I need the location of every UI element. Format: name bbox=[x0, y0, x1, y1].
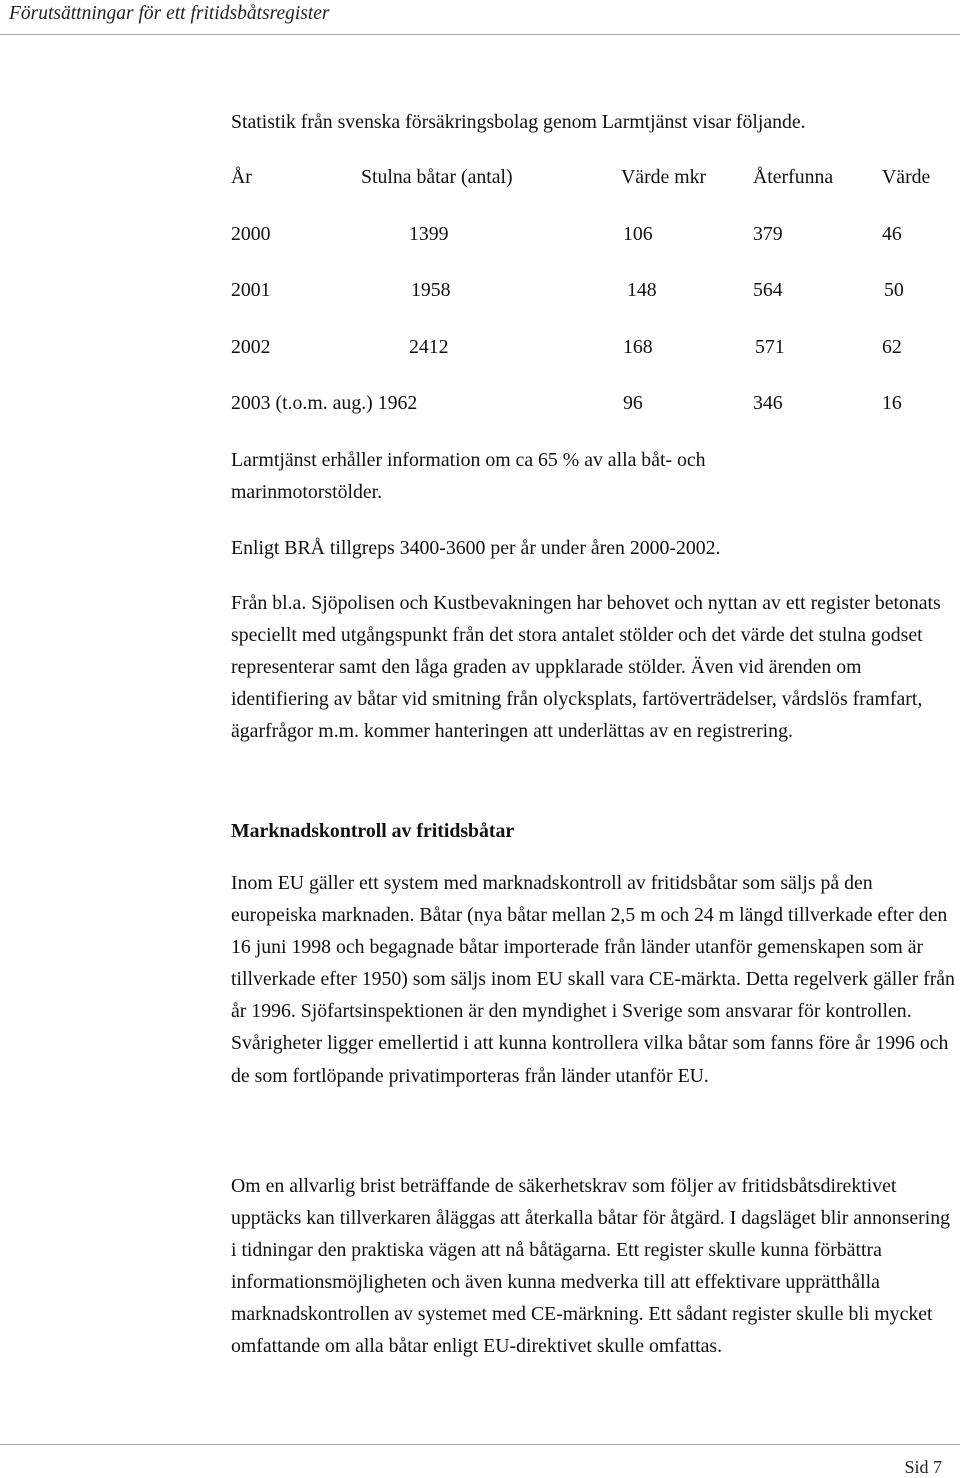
section-heading: Marknadskontroll av fritidsbåtar bbox=[231, 820, 515, 842]
table-row-2003-recovered-value: 16 bbox=[882, 392, 902, 414]
intro-text: Statistik från svenska försäkringsbolag genom Larmtjänst visar följande. bbox=[231, 111, 806, 133]
page-number: Sid 7 bbox=[904, 1457, 942, 1477]
table-row-2001-recovered-value: 50 bbox=[884, 279, 904, 301]
paragraph-market-control: Inom EU gäller ett system med marknadskontroll av fritidsbåtar som säljs på den europeiska marknaden. Båtar (nya båtar mellan 2,5 m och 24 m längd tillverkade efter den 16 juni 1998 och begagnade båtar importerade från länder utanför gemenskapen som är tillverkade efter 1950) som säljs inom EU skall vara CE-märkta. Detta regelverk gäller från år 1996. Sjöfartsinspektionen är den myndighet i Sverige som ansvarar för kontrollen. Svårigheter ligger emellertid i att kunna kontrollera vilka båtar som fanns före år 1996 och de som fortlöpande privatimporteras från länder utanför EU. bbox=[231, 872, 955, 1087]
paragraph-registry-need: Från bl.a. Sjöpolisen och Kustbevakningen har behovet och nyttan av ett register betonats speciellt med utgångspunkt från det stora antalet stölder och det värde det stulna godset representerar samt den låga graden av uppklarade stölder. Även vid ärenden om identifiering av båtar vid smitning från olycksplats, fartöverträdelser, vårdslös framfart, ägarfrågor m.m. kommer hanteringen att underlättas av en registrering. bbox=[231, 592, 941, 743]
table-row-2001-year: 2001 bbox=[231, 279, 271, 301]
table-row-2002-recovered-value: 62 bbox=[882, 336, 902, 358]
table-row-2000-stolen: 1399 bbox=[409, 223, 449, 245]
table-row-2000-value: 106 bbox=[623, 223, 653, 245]
table-row-2001-stolen: 1958 bbox=[411, 279, 451, 301]
header-divider bbox=[0, 34, 960, 35]
table-row-2003-value: 96 bbox=[623, 392, 643, 414]
table-header-recovered: Återfunna bbox=[753, 166, 834, 188]
table-row-2002-stolen: 2412 bbox=[409, 336, 449, 358]
footer-divider bbox=[0, 1444, 960, 1445]
larmtjanst-text-line2: marinmotorstölder. bbox=[231, 481, 383, 503]
page-header bbox=[0, 0, 960, 36]
table-header-value-mkr: Värde mkr bbox=[621, 166, 707, 188]
table-header-stolen: Stulna båtar (antal) bbox=[361, 166, 513, 188]
paragraph-recall: Om en allvarlig brist beträffande de säkerhetskrav som följer av fritidsbåtsdirektivet upptäcks kan tillverkaren åläggas att återkalla båtar för åtgärd. I dagsläget blir annonsering i tidningar den praktiska vägen att nå båtägarna. Ett register skulle kunna förbättra informationsmöjligheten och även kunna medverka till att effektivare upprätthålla marknadskontrollen av systemet med CE-märkning. Ett sådant register skulle bli mycket omfattande om alla båtar enligt EU-direktivet skulle omfattas. bbox=[231, 1175, 950, 1358]
table-header-year: År bbox=[231, 166, 252, 188]
table-row-2002-value: 168 bbox=[623, 336, 653, 358]
document-title: Förutsättningar för ett fritidsbåtsregister bbox=[9, 3, 330, 24]
table-header-value: Värde bbox=[882, 166, 931, 188]
table-row-2001-value: 148 bbox=[627, 279, 657, 301]
table-row-2002-recovered: 571 bbox=[755, 336, 785, 358]
bra-text: Enligt BRÅ tillgreps 3400-3600 per år under åren 2000-2002. bbox=[231, 537, 721, 559]
table-row-2000-recovered: 379 bbox=[753, 223, 783, 245]
table-row-2001-recovered: 564 bbox=[753, 279, 783, 301]
table-row-2000-recovered-value: 46 bbox=[882, 223, 902, 245]
table-row-2003-year-stolen: 2003 (t.o.m. aug.) 1962 bbox=[231, 392, 418, 414]
larmtjanst-text-line1: Larmtjänst erhåller information om ca 65 % av alla båt- och bbox=[231, 449, 706, 471]
table-row-2002-year: 2002 bbox=[231, 336, 271, 358]
table-row-2003-recovered: 346 bbox=[753, 392, 783, 414]
table-row-2000-year: 2000 bbox=[231, 223, 271, 245]
